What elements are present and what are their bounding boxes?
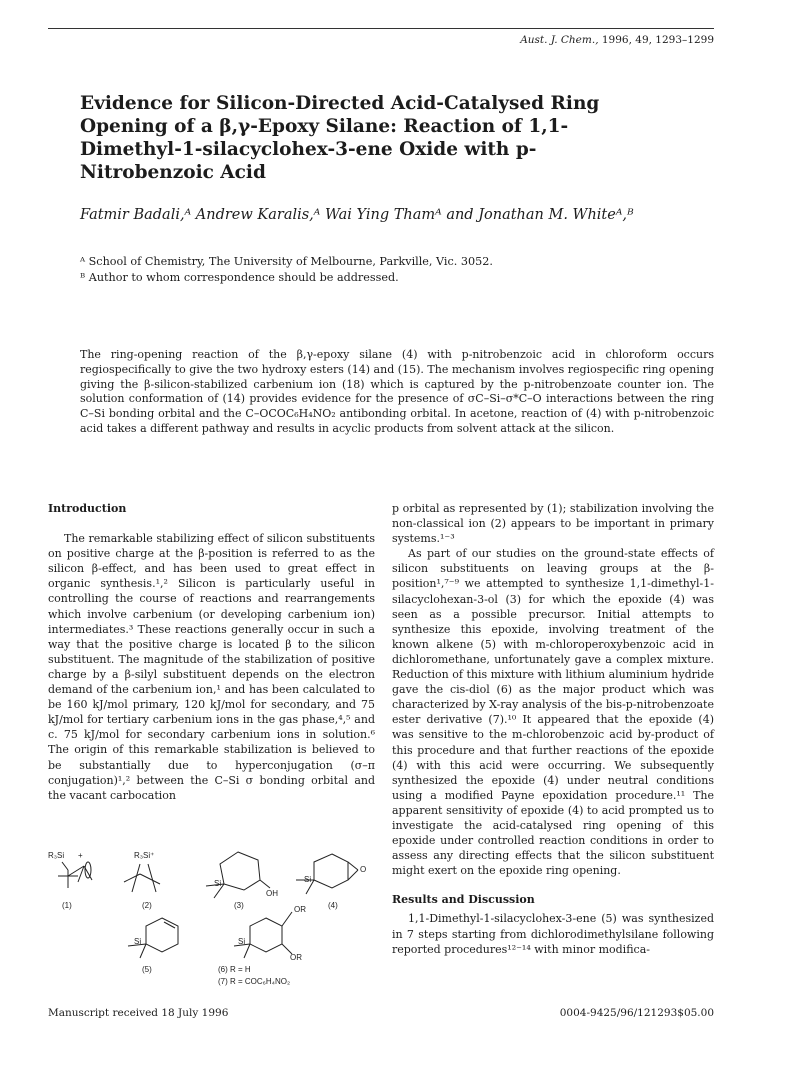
fig-label-plus: + bbox=[78, 851, 83, 860]
fig-label-or-top: OR bbox=[294, 905, 306, 914]
fig-label-si-5: Si bbox=[134, 937, 142, 946]
fig-label-6: (6) R = H bbox=[218, 965, 251, 974]
fig-label-oh: OH bbox=[266, 889, 278, 898]
fig-label-r3si-1: R₃Si bbox=[48, 851, 65, 860]
structure-3 bbox=[206, 852, 270, 898]
article-code: 0004-9425/96/121293$05.00 bbox=[559, 1007, 714, 1019]
intro-heading: Introduction bbox=[48, 502, 127, 515]
structure-4 bbox=[296, 854, 358, 894]
fig-label-or-bottom: OR bbox=[290, 953, 302, 962]
right-column bbox=[392, 501, 714, 957]
fig-label-3: (3) bbox=[234, 901, 244, 910]
right-paragraph-2: As part of our studies on the ground-state effects of silicon substituents on leaving groups at the β-position¹,⁷⁻⁹ we attempted to synthesize 1,1-dimethyl-1-silacyclohexan-3-ol (3) for which the epoxide (4) was seen as a possible precursor. Initial attempts to synthesize this epoxide, involving treatment of the known alkene (5) with m-chloroperoxybenzoic acid in dichloromethane, unfortunately gave a complex mixture. Reduction of this mixture with lithium aluminium hydride gave the cis-diol (6) as the major product which was characterized by X-ray analysis of the bis-p-nitrobenzoate ester derivative (7).¹⁰ It appeared that the epoxide (4) was sensitive to the m-chlorobenzoic acid by-product of this procedure and that further reactions of the epoxide (4) with this acid were occurring. We subsequently synthesized the epoxide (4) under neutral conditions using a modified Payne epoxidation procedure.¹¹ The apparent sensitivity of epoxide (4) to acid prompted us to investigate the acid-catalysed ring opening of this epoxide under controlled reaction conditions in order to assess any directing effects that the silicon substituent might exert on the epoxide ring opening. bbox=[392, 547, 714, 878]
fig-label-7: (7) R = COC₆H₄NO₂ bbox=[218, 977, 291, 986]
fig-label-o: O bbox=[360, 865, 367, 874]
journal-citation: Aust. J. Chem., 1996, 49, 1293–1299 bbox=[520, 34, 714, 46]
affiliation-a: ᴬ School of Chemistry, The University of Melbourne, Parkville, Vic. 3052. bbox=[80, 255, 493, 268]
structures-figure bbox=[48, 846, 378, 986]
affiliation-b: ᴮ Author to whom correspondence should be addressed. bbox=[80, 270, 399, 284]
manuscript-received: Manuscript received 18 July 1996 bbox=[48, 1007, 229, 1019]
structure-1 bbox=[58, 862, 92, 888]
structure-6-7 bbox=[234, 912, 292, 958]
abstract: The ring-opening reaction of the β,γ-epoxy silane (4) with p-nitrobenzoic acid in chloroform occurs regiospecifically to give the two hydroxy esters (14) and (15). The mechanism involves regiospecific ring opening giving the β-silicon-stabilized carbenium ion (18) which is captured by the p-nitrobenzoate counter ion. The solution conformation of (14) provides evidence for the presence of σC–Si–σ*C–O interactions between the ring C–Si bonding orbital and the C–OCOC₆H₄NO₂ antibonding orbital. In acetone, reaction of (4) with p-nitrobenzoic acid takes a different pathway and results in acyclic products from solvent attack at the silicon. bbox=[80, 348, 714, 435]
fig-label-5: (5) bbox=[142, 965, 152, 974]
structure-2 bbox=[124, 864, 160, 892]
intro-paragraph: The remarkable stabilizing effect of silicon substituents on positive charge at the β-position is referred to as the silicon β-effect, and has been used to great effect in organic synthesis.¹,² Silicon is particularly useful in controlling the course of reactions and rearrangements which involve carbenium (or developing carbenium ion) intermediates.³ These reactions generally occur in such a way that the positive charge is located β to the silicon substituent. The magnitude of the stabilization of positive charge by a β-silyl substituent depends on the electron demand of the carbenium ion,¹ and has been calculated to be 160 kJ/mol primary, 120 kJ/mol for secondary, and 75 kJ/mol for tertiary carbenium ions in the gas phase,⁴,⁵ and c. 75 kJ/mol for secondary carbenium ions in solution.⁶ The origin of this remarkable stabilization is believed to be substantially due to hyperconjugation (σ–π conjugation)¹,² between the C–Si σ bonding orbital and the vacant carbocation bbox=[48, 532, 375, 802]
fig-label-4: (4) bbox=[328, 901, 338, 910]
fig-label-si-4: Si bbox=[304, 875, 312, 884]
article-title: Evidence for Silicon-Directed Acid-Catalysed Ring Opening of a β,γ-Epoxy Silane: Reaction of 1,1-Dimethyl-1-silacyclohex-3-ene Oxide with p-Nitrobenzoic Acid bbox=[80, 93, 600, 183]
affiliations bbox=[80, 254, 640, 285]
results-paragraph: 1,1-Dimethyl-1-silacyclohex-3-ene (5) was synthesized in 7 steps starting from dichlorodimethylsilane following reported procedures¹²⁻¹⁴ with minor modifica- bbox=[392, 912, 714, 956]
fig-label-2: (2) bbox=[142, 901, 152, 910]
right-paragraph-1: p orbital as represented by (1); stabilization involving the non-classical ion (2) appears to be important in primary systems.¹⁻³ bbox=[392, 502, 714, 546]
left-column bbox=[48, 501, 375, 803]
fig-label-r3si-2: R₃Si⁺ bbox=[134, 851, 155, 860]
fig-label-si-6: Si bbox=[238, 937, 246, 946]
top-rule bbox=[48, 28, 714, 29]
results-heading: Results and Discussion bbox=[392, 893, 535, 907]
fig-label-si-3: Si bbox=[214, 879, 222, 888]
fig-label-1: (1) bbox=[62, 901, 72, 910]
author-list: Fatmir Badali,ᴬ Andrew Karalis,ᴬ Wai Ying Thamᴬ and Jonathan M. Whiteᴬ,ᴮ bbox=[80, 207, 634, 223]
